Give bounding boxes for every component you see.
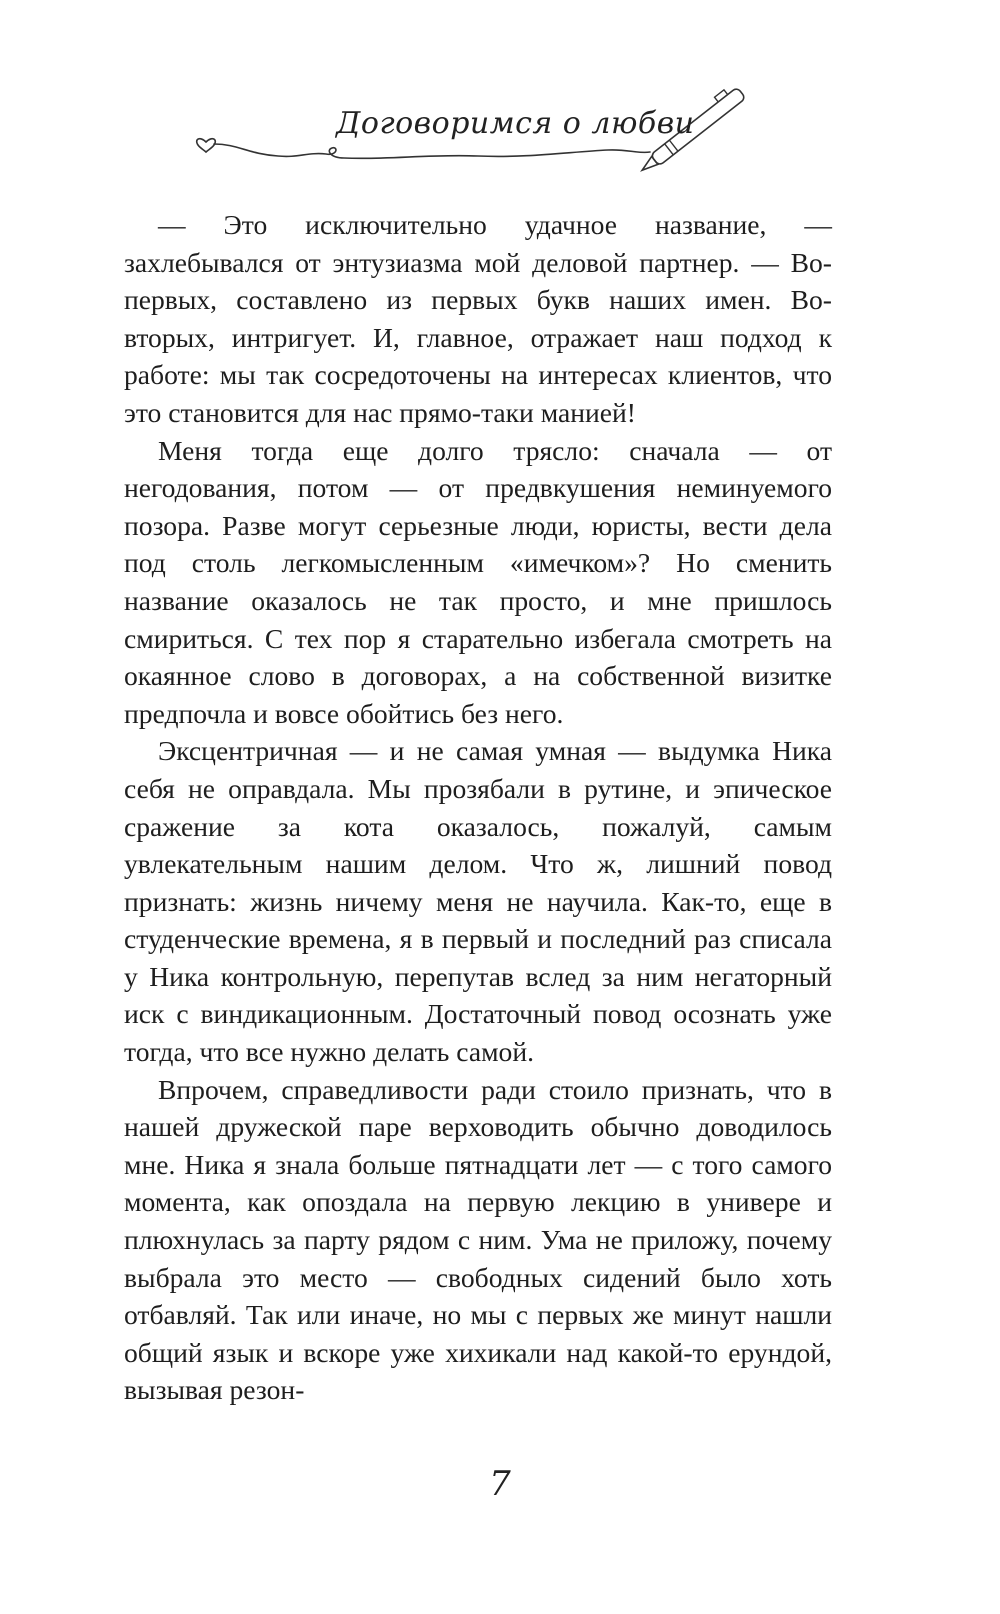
paragraph: — Это исключительно удачное название, — захлебывался от энтузиазма мой деловой партнер. — Во-первых, составлено из первых букв наших имен. Во-вторых, интригует. И, главное, отражает наш подход к работе: мы так сосредоточены на интересах клиентов, что это становится для нас прямо-таки манией!	[124, 209, 832, 428]
running-header	[188, 84, 758, 174]
running-title: Договоримся о любви	[336, 106, 695, 141]
paragraph: Впрочем, справедливости ради стоило признать, что в нашей дружеской паре верховодить обычно доводилось мне. Ника я знала больше пятнадцати лет — с того самого момента, как опоздала на первую лекцию в универе и плюхнулась за парту рядом с ним. Ума не приложу, почему выбрала это место — свободных сидений было хоть отбавляй. Так или иначе, но мы с первых же минут нашли общий язык и вскоре уже хихикали над какой-то ерундой, вызывая резон-	[124, 1073, 832, 1406]
paragraph: Эксцентричная — и не самая умная — выдумка Ника себя не оправдала. Мы прозябали в рутине, и эпическое сражение за кота оказалось, пожалуй, самым увлекательным нашим делом. Что ж, лишний повод признать: жизнь ничему меня не научила. Как-то, еще в студенческие времена, я в первый и последний раз списала у Ника контрольную, перепутав вслед за ним негаторный иск с виндикационным. Достаточный повод осознать уже тогда, что все нужно делать самой.	[124, 735, 832, 1068]
book-text	[124, 206, 832, 1409]
paragraph: Меня тогда еще долго трясло: сначала — от негодования, потом — от предвкушения неминуемого позора. Разве могут серьезные люди, юристы, вести дела под столь легкомысленным «имечком»? Но сменить название оказалось не так просто, и мне пришлось смириться. С тех пор я старательно избегала смотреть на окаянное слово в договорах, а на собственной визитке предпочла и вовсе обойтись без него.	[124, 434, 832, 729]
heart-icon	[197, 139, 216, 152]
wavy-underline	[214, 144, 650, 158]
page-number: 7	[489, 1464, 511, 1504]
